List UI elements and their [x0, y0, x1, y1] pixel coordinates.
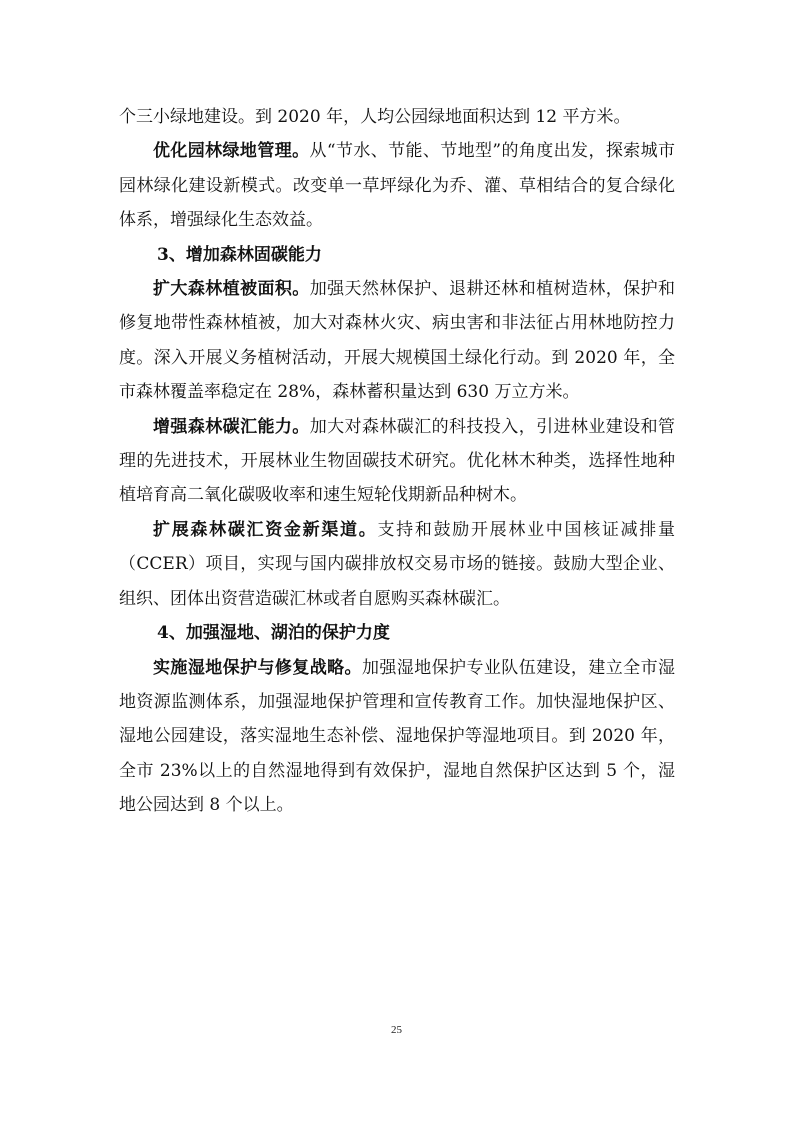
paragraph-text: 支持和鼓励开展林业中国核证减排量（CCER）项目，实现与国内碳排放权交易市场的链接。鼓励大型企业、组织、团体出资营造碳汇林或者自愿购买森林碳汇。 [119, 519, 676, 609]
section-heading: 4、加强湿地、湖泊的保护力度 [157, 623, 390, 644]
paragraph-text: 从“节水、节能、节地型”的角度出发，探索城市园林绿化建设新模式。改变单一草坪绿化为乔、灌、草相结合的复合绿化体系，增强绿化生态效益。 [119, 141, 675, 231]
paragraph [119, 410, 675, 513]
paragraph [119, 651, 675, 823]
paragraph [119, 134, 675, 237]
paragraph-lead: 扩大森林植被面积。 [153, 279, 310, 300]
paragraph-text: 加强天然林保护、退耕还林和植树造林，保护和修复地带性森林植被，加大对森林火灾、病虫害和非法征占用林地防控力度。深入开展义务植树活动，开展大规模国土绿化行动。到 2020 年，全市森林覆盖率稳定在 28%，森林蓄积量达到 630 万立方米。 [119, 279, 676, 403]
paragraph-lead: 优化园林绿地管理。 [153, 141, 310, 162]
paragraph [119, 100, 675, 134]
paragraph-text: 加大对森林碳汇的科技投入，引进林业建设和管理的先进技术，开展林业生物固碳技术研究。优化林木种类，选择性地种植培育高二氧化碳吸收率和速生短轮伐期新品种树木。 [119, 416, 676, 506]
paragraph-text: 加强湿地保护专业队伍建设，建立全市湿地资源监测体系，加强湿地保护管理和宣传教育工作。加快湿地保护区、湿地公园建设，落实湿地生态补偿、湿地保护等湿地项目。到 2020 年，全市 23%以上的自然湿地得到有效保护，湿地自然保护区达到 5 个，湿地公园达到 8 个以上。 [119, 657, 676, 816]
paragraph [119, 513, 675, 616]
paragraph-lead: 实施湿地保护与修复战略。 [153, 657, 362, 678]
paragraph [119, 272, 675, 410]
paragraph-lead: 扩展森林碳汇资金新渠道。 [153, 519, 378, 540]
paragraph-lead: 增强森林碳汇能力。 [153, 416, 310, 437]
section-heading: 3、增加森林固碳能力 [157, 244, 322, 265]
paragraph-text: 个三小绿地建设。到 2020 年，人均公园绿地面积达到 12 平方米。 [119, 107, 631, 127]
page-body [119, 100, 675, 823]
page-number: 25 [391, 1024, 402, 1036]
